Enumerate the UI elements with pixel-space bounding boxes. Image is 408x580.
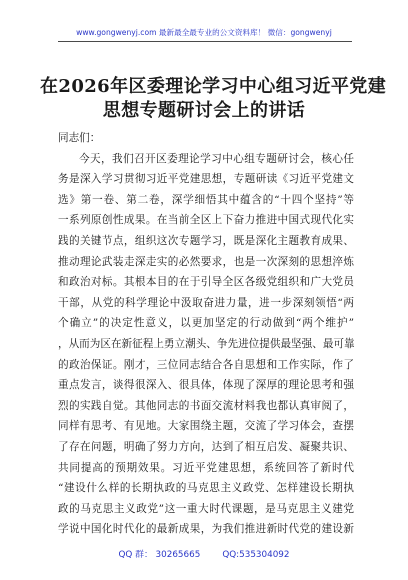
document-title-line-2: 思想专题研讨会上的讲话: [102, 100, 306, 121]
body-line: 务是深入学习贯彻习近平党建思想，专题研读《习近平党建文: [58, 173, 354, 186]
body-line: 推动理论武装走深走实的必然要求，也是一次深刻的思想淬炼: [58, 255, 354, 268]
document-title-line-1: 在2026年区委理论学习中心组习近平党建: [40, 76, 387, 97]
body-line: 学说中国化时代化的最新成果，为我们推进新时代党的建设新: [58, 523, 354, 536]
footer-contact: [0, 547, 408, 560]
body-line: 一系列原创性成果。在当前全区上下奋力推进中国式现代化实: [58, 214, 354, 227]
body-line: 了存在问题，明确了努力方向，达到了相互启发、凝聚共识、: [58, 440, 354, 453]
body-line: ，从而为区在新征程上勇立潮头、争先进位提供最坚强、最可靠: [58, 337, 355, 350]
footer-qq-group: QQ 群： 30265665: [118, 550, 201, 560]
header-banner: www.gongwenyj.com 最新最全最专业的公文资料库！ 微信：gongwenyj: [76, 28, 332, 37]
body-line: 烈的实践自觉。其他同志的书面交流材料我也都认真审阅了，: [58, 399, 354, 412]
body-line: 践的关键节点，组织这次专题学习，既是深化主题教育成果、: [58, 234, 354, 247]
body-line: 选》第一卷、第二卷，深学细悟其中蕴含的“十四个坚持”等: [58, 193, 354, 206]
body-line: 和政治对标。其根本目的在于引导全区各级党组织和广大党员: [58, 276, 354, 289]
salutation: 同志们：: [58, 132, 101, 144]
body-line: 今天，我们召开区委理论学习中心组专题研讨会，核心任: [79, 152, 354, 165]
body-line: 干部，从党的科学理论中汲取奋进力量，进一步深刻领悟“两: [58, 296, 354, 309]
document-body: [58, 128, 354, 540]
header-divider: [58, 41, 352, 42]
footer-qq: QQ:535304092: [222, 550, 290, 560]
body-line: 同样有思考、有见地。大家围绕主题，交流了学习体会，查摆: [58, 420, 354, 433]
body-line: 的政治保证。刚才，三位同志结合各自思想和工作实际，作了: [58, 358, 354, 371]
body-line: “建设什么样的长期执政的马克思主义政党、怎样建设长期执: [58, 482, 354, 495]
body-line: 重点发言，谈得很深入、很具体，体现了深厚的理论思考和强: [58, 379, 354, 392]
body-line: 共同提高的预期效果。习近平党建思想，系统回答了新时代: [58, 461, 354, 474]
body-line: 个确立”的决定性意义，以更加坚定的行动做到“两个维护”: [58, 317, 354, 330]
body-line: 政的马克思主义政党”这一重大时代课题，是马克思主义建党: [58, 502, 354, 515]
